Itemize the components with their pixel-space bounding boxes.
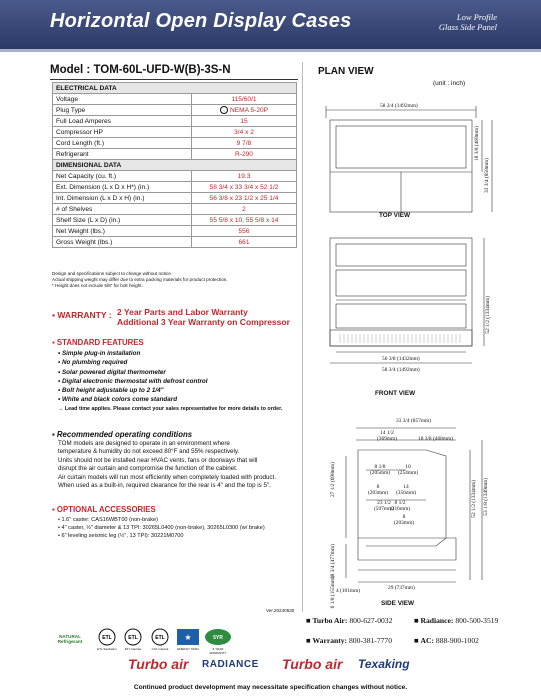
- spec-label: Voltage: [53, 94, 192, 105]
- side-h-dim: 8 1/2 (216mm): [390, 500, 411, 512]
- side-k-dim: 18 3/4 (477mm): [330, 544, 336, 580]
- accessory-item: • 4" caster, ½" diameter & 13 TPI: 30265L0400 (non-brake), 30265L0300 (w/ brake): [58, 525, 265, 532]
- model-number: Model : TOM-60L-UFD-W(B)-3S-N: [50, 64, 231, 76]
- top-depth2-dim: 33 3/4 (858mm): [484, 158, 490, 194]
- side-f-dim: 14 (356mm): [396, 484, 417, 496]
- svg-text:★: ★: [184, 633, 192, 642]
- feature-item: • White and black colors come standard: [58, 396, 178, 404]
- spec-value: 9 7/8: [192, 138, 297, 149]
- etl-intertek-icon: [122, 628, 144, 646]
- accessory-item: • 6" leveling seismic leg (½", 13 TPI): 30221M0700: [58, 533, 184, 540]
- contact-warranty: ■ Warranty: 800-381-7770: [306, 636, 393, 645]
- side-i-dim: 8 (203mm): [394, 514, 415, 526]
- spec-label: Full Load Amperes: [53, 116, 192, 127]
- spec-label: Refrigerant: [53, 149, 192, 160]
- contact-phone[interactable]: 888-900-1002: [435, 636, 479, 645]
- dimensional-heading: DIMENSIONAL DATA: [53, 160, 297, 171]
- spec-row: [53, 171, 297, 182]
- front-height-dim: 52 1/2 (1334mm): [485, 296, 491, 334]
- note-line: Actual shipping weight may differ due to extra packing materials for product protection.: [52, 276, 228, 282]
- spec-row: [53, 138, 297, 149]
- version-label: Ver.20240530: [266, 608, 295, 613]
- front-inner-dim: 56 3/8 (1432mm): [382, 356, 420, 362]
- top-view-label: TOP VIEW: [379, 212, 411, 219]
- spec-value: R-290: [192, 149, 297, 160]
- header-subtitle: [439, 12, 497, 32]
- side-h2-dim: 53 1/8 (1349mm): [483, 478, 489, 516]
- cert-text: 5-YEAR WARRANTY: [209, 647, 227, 655]
- contact-ac: ■ AC: 888-900-1002: [414, 636, 479, 645]
- side-n-dim: 29 (737mm): [388, 585, 415, 591]
- side-e-dim: 8 (203mm): [368, 484, 389, 496]
- svg-text:ETL: ETL: [155, 635, 165, 641]
- unit-label: (unit : inch): [433, 80, 466, 87]
- spec-label: Plug Type: [53, 105, 192, 116]
- spec-label: # of Shelves: [53, 204, 192, 215]
- spec-label: Net Capacity (cu. ft.): [53, 171, 192, 182]
- features-heading: ▪ STANDARD FEATURES: [52, 338, 144, 347]
- side-c-dim: 8 1/8 (205mm): [370, 464, 391, 476]
- spec-value: 56 3/8 x 23 1/2 x 25 1/4: [192, 193, 297, 204]
- operating-line: Units should not be installed near HVAC vents, fans or doorways that will: [58, 456, 258, 464]
- spec-label: Ext. Dimension (L x D x H*) (in.): [53, 182, 192, 193]
- side-l-dim: 6 1/8 (155mm): [330, 576, 336, 609]
- spec-label: Shelf Size (L x D) (in.): [53, 215, 192, 226]
- cert-text: CUL Intertek: [151, 647, 169, 651]
- spec-value: 556: [192, 226, 297, 237]
- plug-icon: ·:: [220, 106, 228, 114]
- spec-value: 3/4 x 2: [192, 127, 297, 138]
- spec-label: Gross Weight (lbs.): [53, 237, 192, 248]
- top-width-dim: 58 3/4 (1492mm): [380, 103, 418, 109]
- cert-text: ENERGY STAR: [177, 647, 199, 651]
- operating-line: temperature & humidity do not exceed 80°F and 55% respectively.: [58, 448, 240, 456]
- turbo-air-logo-2: Turbo air: [282, 656, 343, 672]
- cert-text: NATURAL Refrigerant: [57, 634, 83, 644]
- contact-radiance: ■ Radiance: 800-500-3519: [414, 616, 499, 625]
- contact-label: Turbo Air:: [312, 616, 348, 625]
- warranty-badge-icon: [204, 628, 232, 646]
- spec-row: [53, 149, 297, 160]
- side-d-dim: 10 (254mm): [398, 464, 419, 476]
- column-divider: [302, 62, 303, 612]
- spec-label: Compressor HP: [53, 127, 192, 138]
- spec-row: [53, 226, 297, 237]
- contact-label: AC:: [420, 636, 434, 645]
- subtitle-line2: Glass Side Panel: [438, 22, 497, 32]
- electrical-heading: ELECTRICAL DATA: [53, 83, 297, 94]
- svg-text:5YR: 5YR: [213, 635, 223, 641]
- side-j-dim: 27 1/2 (698mm): [330, 462, 336, 498]
- energy-star-logo: [176, 628, 200, 651]
- spec-row: [53, 193, 297, 204]
- cul-intertek-icon: [148, 628, 172, 646]
- side-b-dim: 18 3/8 (468mm): [418, 436, 454, 442]
- spec-value: 58 3/4 x 33 3/4 x 52 1/2: [192, 182, 297, 193]
- spec-row: [53, 182, 297, 193]
- turbo-air-logo: Turbo air: [128, 656, 189, 672]
- cul-intertek-logo: [148, 628, 172, 651]
- accessories-heading: ▪ OPTIONAL ACCESSORIES: [52, 505, 156, 514]
- spec-row: [53, 204, 297, 215]
- warranty-line2: Additional 3 Year Warranty on Compressor: [117, 317, 290, 327]
- svg-text:ETL: ETL: [102, 635, 112, 641]
- feature-item: • Simple plug-in installation: [58, 350, 141, 357]
- natural-refrigerant-logo: [52, 634, 88, 644]
- svg-text:ETL: ETL: [128, 635, 138, 641]
- spec-value: 15: [192, 116, 297, 127]
- plug-type-value: NEMA 5-20P: [229, 106, 269, 114]
- operating-heading-text: ▪ Recommended operating conditions: [52, 430, 193, 439]
- spec-row: [53, 94, 297, 105]
- feature-item: • Digital electronic thermostat with defrost control: [58, 377, 208, 385]
- accessories-list: [58, 516, 265, 541]
- warranty-line1: 2 Year Parts and Labor Warranty: [117, 307, 248, 317]
- etl-sanitation-logo: [96, 628, 118, 651]
- spec-value: 661: [192, 237, 297, 248]
- plan-view-heading: PLAN VIEW: [318, 66, 374, 77]
- cert-text: ETL Sanitation: [97, 647, 117, 651]
- lead-time-note: → Lead time applies. Please contact your sales representative for more details to order.: [58, 405, 283, 412]
- operating-text: [58, 440, 303, 490]
- footer-note: Continued product development may necessitate specification changes without notice.: [133, 684, 408, 691]
- contact-label: Radiance:: [420, 616, 454, 625]
- top-depth1-dim: 18 3/8 (468mm): [474, 126, 480, 162]
- header-banner: [0, 0, 541, 52]
- feature-item: • Bolt height adjustable up to 2 1/4": [58, 387, 164, 395]
- side-a-dim: 14 1/2 (369mm): [376, 430, 398, 442]
- side-h1-dim: 52 1/2 (1334mm): [471, 480, 477, 518]
- texaking-logo: Texaking: [358, 657, 410, 671]
- spec-row: [53, 215, 297, 226]
- spec-row: [53, 105, 297, 116]
- etl-intertek-logo: [122, 628, 144, 651]
- spec-row: [53, 237, 297, 248]
- spec-notes: [52, 271, 228, 288]
- contact-phone[interactable]: 800-500-3519: [455, 616, 499, 625]
- energy-star-icon: [176, 628, 200, 646]
- radiance-logo: RADIANCE: [202, 659, 259, 670]
- feature-item: • No plumbing required: [58, 359, 128, 367]
- spec-value: 19.3: [192, 171, 297, 182]
- spec-value: 2: [192, 204, 297, 215]
- operating-line: Air curtain models will run most efficiently when completely loaded with product.: [58, 473, 276, 481]
- five-year-warranty-logo: [204, 628, 232, 655]
- spec-label: Net Weight (lbs.): [53, 226, 192, 237]
- side-g-dim: 23 1/2 (597mm): [374, 500, 395, 512]
- operating-line: When used as a built-in, required clearance for the rear is 4" and the top is 5".: [58, 482, 271, 490]
- side-total-dim: 33 3/4 (857mm): [396, 418, 432, 424]
- contact-phone[interactable]: 800-627-0032: [349, 616, 393, 625]
- side-m-dim: 4 (101mm): [336, 588, 361, 594]
- front-view-label: FRONT VIEW: [375, 390, 416, 397]
- contact-label: Warranty:: [312, 636, 348, 645]
- warranty-label: ▪ WARRANTY :: [52, 310, 112, 320]
- cert-text: ETL Intertek: [124, 647, 142, 651]
- page-title: Horizontal Open Display Cases: [50, 10, 352, 32]
- spec-table: [52, 82, 297, 248]
- operating-line: disrupt the air curtain and compromise the function of the cabinet.: [58, 465, 238, 473]
- note-line: Design and specifications subject to change without notice.: [52, 271, 173, 276]
- features-list: [58, 349, 282, 414]
- side-view-label: SIDE VIEW: [381, 600, 415, 607]
- operating-heading: [52, 430, 192, 439]
- spec-row: [53, 127, 297, 138]
- note-line: * Height does not include 5/8" for bolt height.: [52, 282, 143, 288]
- subtitle-line1: Low Profile: [456, 12, 497, 22]
- contact-phone[interactable]: 800-381-7770: [349, 636, 393, 645]
- spec-row: [53, 116, 297, 127]
- front-outer-dim: 58 3/4 (1492mm): [382, 367, 420, 373]
- spec-label: Cord Length (ft.): [53, 138, 192, 149]
- contact-turbo-air: ■ Turbo Air: 800-627-0032: [306, 616, 393, 625]
- spec-label: Int. Dimension (L x D x H) (in.): [53, 193, 192, 204]
- spec-value: [192, 105, 297, 116]
- feature-item: • Solar powered digital thermometer: [58, 368, 166, 376]
- spec-value: 55 5/8 x 10, 55 5/8 x 14: [192, 215, 297, 226]
- accessory-item: • 1.6" caster: CAS16WBT00 (non-brake): [58, 517, 159, 523]
- model-divider: [50, 79, 298, 80]
- operating-line: TOM models are designed to operate in an environment where: [58, 440, 230, 447]
- front-view-drawing: [306, 230, 506, 390]
- spec-value: 115/60/1: [192, 94, 297, 105]
- etl-sanitation-icon: [96, 628, 118, 646]
